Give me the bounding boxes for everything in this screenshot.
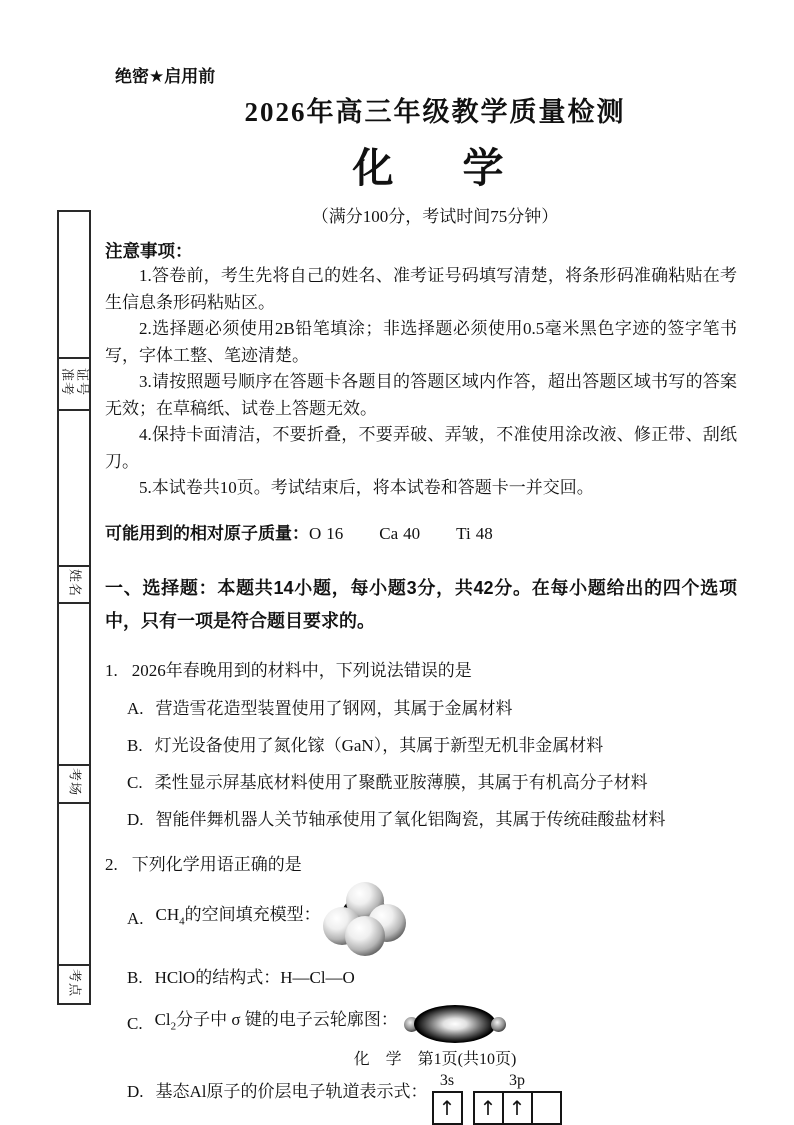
- orbital-3p-group: [473, 1072, 562, 1125]
- paper-body: [105, 238, 737, 1119]
- ch4-space-filling-model: [323, 882, 407, 956]
- option-label: D.: [127, 809, 144, 829]
- exam-info: （满分100分，考试时间75分钟）: [311, 207, 559, 226]
- option-row-a: [127, 882, 737, 956]
- page-footer-text: 化 学 第1页(共10页): [353, 1051, 517, 1068]
- option-row-d: [127, 808, 737, 832]
- element-mass: 48: [475, 523, 493, 543]
- option-text-rest: 的空间填充模型：: [184, 905, 321, 925]
- sidebar-blank-box: [59, 602, 89, 764]
- option-text: 营造雪花造型装置使用了钢网，其属于金属材料: [155, 698, 513, 718]
- paper-header: [110, 90, 760, 227]
- formula-subscript: 2: [170, 1020, 177, 1033]
- orbital-diagram: [432, 1072, 562, 1125]
- atomic-masses-line: [105, 519, 737, 544]
- option-row-a: [127, 697, 737, 721]
- option-row-d: [127, 1066, 737, 1119]
- option-label: A.: [127, 698, 144, 718]
- option-label: A.: [127, 908, 144, 928]
- subject-title: 化 学: [352, 145, 518, 191]
- orbital-box: [531, 1091, 562, 1125]
- option-row-b: [127, 734, 737, 758]
- electron-cloud-end-sphere: [491, 1017, 506, 1032]
- seal-sidebar: [57, 210, 91, 1005]
- element-mass: 40: [403, 523, 421, 543]
- atomic-masses-label: 可能用到的相对原子质量：: [105, 523, 309, 543]
- sidebar-blank-box: [59, 802, 89, 964]
- orbital-3s-group: [432, 1072, 463, 1125]
- notice-section: [105, 238, 737, 502]
- orbital-label-3p: 3p: [509, 1071, 526, 1089]
- sidebar-blank-box: [59, 409, 89, 565]
- sidebar-field-admission-number: [59, 357, 89, 409]
- option-label: B.: [127, 735, 143, 755]
- notice-heading: 注意事项：: [105, 241, 193, 261]
- sidebar-blank-box: [59, 212, 89, 357]
- question-stem-text: 下列化学用语正确的是: [131, 854, 302, 874]
- question-number: 1.: [105, 660, 118, 680]
- hydrogen-atom-sphere: [345, 916, 385, 956]
- notice-item: 5.本试卷共10页。考试结束后，将本试卷和答题卡一并交回。: [139, 478, 594, 497]
- element-symbol: O: [309, 523, 322, 543]
- orbital-box: ↑: [432, 1091, 463, 1125]
- option-row-c: [127, 1004, 737, 1044]
- orbital-box: ↑: [473, 1091, 504, 1125]
- sidebar-field-label: 考点: [67, 968, 83, 997]
- secret-label: 绝密★启用前: [115, 67, 216, 86]
- notice-item: 3.请按照题号顺序在答题卡各题目的答题区域内作答，超出答题区域书写的答案无效；在草稿纸、试卷上答题无效。: [105, 372, 737, 418]
- question-number: 2.: [105, 854, 118, 874]
- option-text: [155, 1008, 398, 1038]
- orbital-label-3s: 3s: [439, 1071, 455, 1089]
- notice-item: 1.答卷前，考生先将自己的姓名、准考证号码填写清楚，将条形码准确粘贴在考生信息条形码粘贴区。: [105, 266, 737, 312]
- option-label: C.: [127, 772, 143, 792]
- element-symbol: Ca: [379, 523, 399, 543]
- element-symbol: Ti: [456, 523, 471, 543]
- option-text: 灯光设备使用了氮化镓（GaN），其属于新型无机非金属材料: [154, 735, 604, 755]
- notice-item: 2.选择题必须使用2B铅笔填涂；非选择题必须使用0.5毫米黑色字迹的签字笔书写，字体工整、笔迹清楚。: [105, 319, 737, 365]
- question-2: [105, 852, 737, 1119]
- orbital-3s-row: [432, 1091, 463, 1125]
- question-2-options: [127, 882, 737, 1119]
- question-stem-text: 2026年春晚用到的材料中，下列说法错误的是: [131, 660, 472, 680]
- atomic-mass-O: [309, 524, 343, 543]
- formula-text: CH: [155, 905, 180, 925]
- option-row-b: [127, 966, 737, 990]
- option-label: B.: [127, 967, 143, 987]
- orbital-3p-row: [473, 1091, 562, 1125]
- page-footer: [110, 1046, 760, 1069]
- question-stem: [105, 852, 737, 878]
- section-heading: 一、选择题：本题共14小题，每小题3分，共42分。在每小题给出的四个选项中，只有一项是符合题目要求的。: [105, 577, 737, 631]
- formula-subscript: 4: [179, 915, 185, 928]
- element-mass: 16: [326, 523, 344, 543]
- sidebar-field-label: 准考证号: [60, 368, 90, 397]
- orbital-box: ↑: [502, 1091, 533, 1125]
- option-text: 柔性显示屏基底材料使用了聚酰亚胺薄膜，其属于有机高分子材料: [154, 772, 648, 792]
- sidebar-field-exam-site: [59, 964, 89, 1003]
- question-1: [105, 658, 737, 832]
- notice-item: 4.保持卡面清洁，不要折叠，不要弄破、弄皱，不准使用涂改液、修正带、刮纸刀。: [105, 425, 737, 471]
- sidebar-field-label: 姓名: [67, 568, 83, 597]
- sidebar-field-exam-room: [59, 764, 89, 802]
- option-text: HClO的结构式：H—Cl—O: [154, 967, 355, 987]
- sigma-bond-electron-cloud: [404, 1004, 506, 1044]
- question-1-options: [127, 697, 737, 832]
- atomic-mass-Ti: [456, 524, 493, 543]
- option-text: [156, 903, 321, 933]
- option-row-c: [127, 771, 737, 795]
- exam-title: 2026年高三年级教学质量检测: [244, 97, 626, 127]
- option-label: C.: [127, 1013, 143, 1033]
- option-label: D.: [127, 1082, 144, 1101]
- option-text: 基态Al原子的价层电子轨道表示式：: [155, 1082, 428, 1101]
- sidebar-field-label: 考场: [67, 768, 83, 797]
- atomic-mass-Ca: [379, 524, 420, 543]
- formula-text: Cl: [154, 1010, 171, 1030]
- option-text-rest: 分子中 σ 键的电子云轮廓图：: [176, 1010, 398, 1030]
- sidebar-field-name: [59, 565, 89, 602]
- option-text: 智能伴舞机器人关节轴承使用了氧化铝陶瓷，其属于传统硅酸盐材料: [155, 809, 666, 829]
- question-stem: [105, 658, 737, 684]
- electron-cloud-ellipse: [414, 1005, 496, 1043]
